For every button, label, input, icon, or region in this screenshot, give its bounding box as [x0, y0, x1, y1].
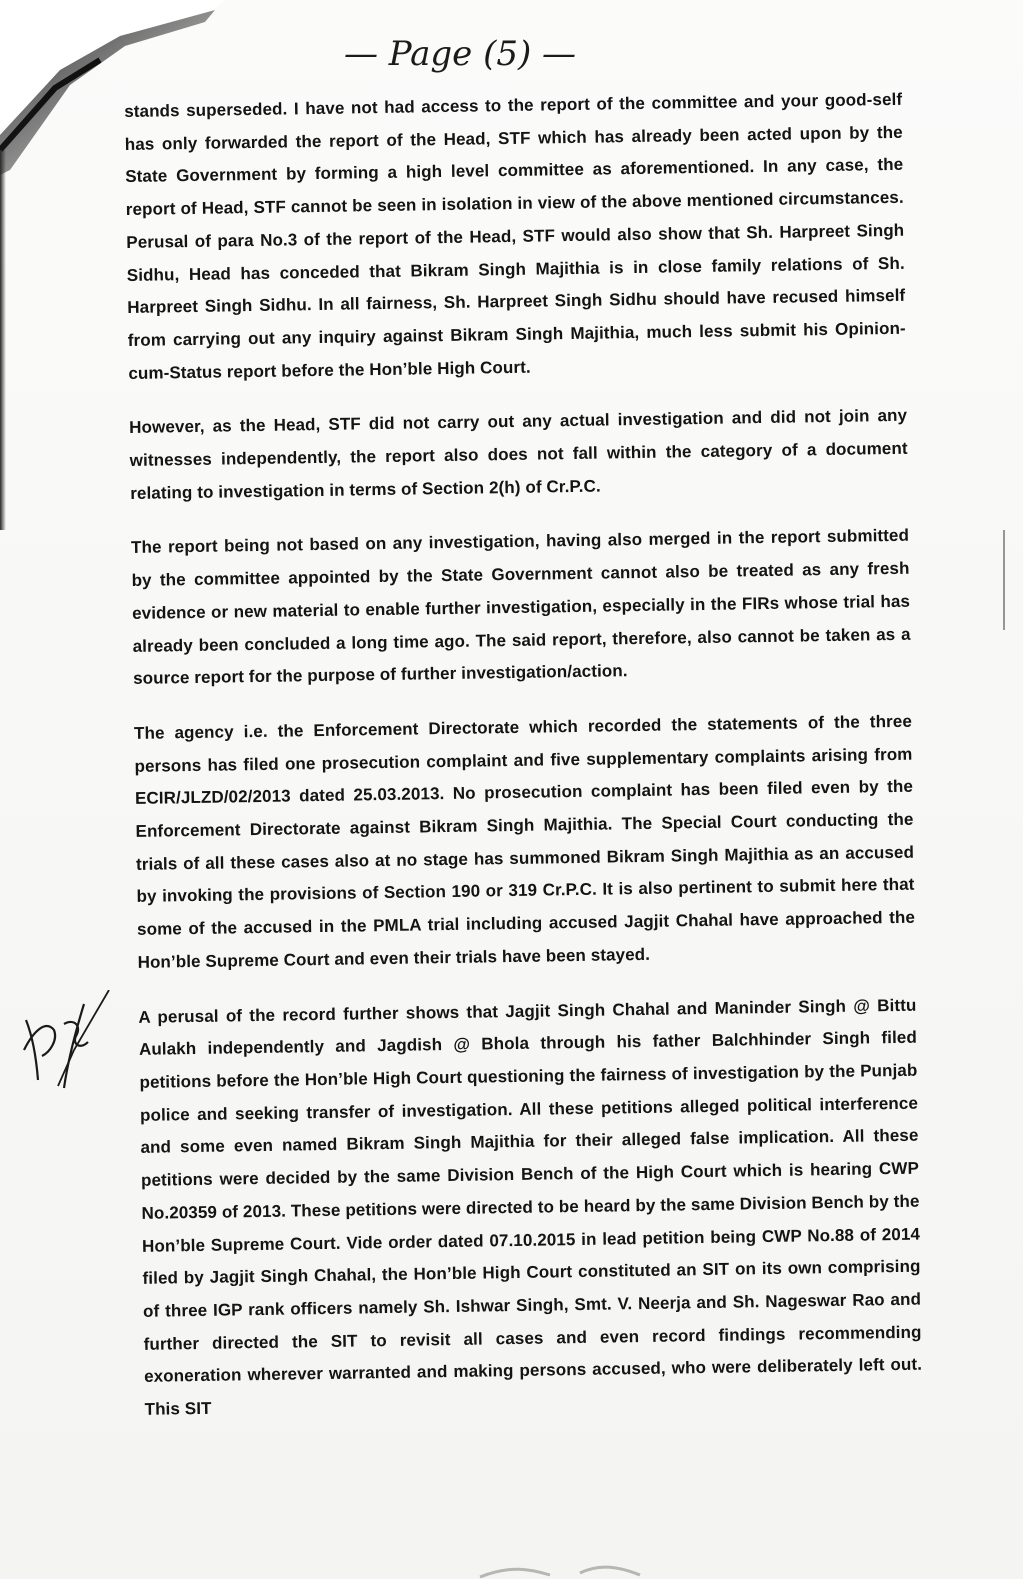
handwritten-initials: [14, 990, 124, 1100]
scan-margin-mark: [1003, 530, 1005, 630]
scan-edge-shadow: [0, 150, 6, 530]
scan-smudge: [470, 1555, 670, 1579]
page-number-header: — Page (5) —: [343, 34, 577, 74]
paragraph-continuation: stands superseded. I have not had access to the report of the committee and your good-self has only forwarded the report of the Head, STF which has already been acted upon by the State Government by forming a high level committee as aforementioned. In any case, the report of Head, STF cannot be seen in isolation in view of the above mentioned circumstances. Perusal of para No.3 of the report of the Head, STF would also show that Sh. Harpreet Singh Sidhu, Head has conceded that Bikram Singh Majithia is in close family relations of Sh. Harpreet Singh Sidhu. In all fairness, Sh. Harpreet Singh Sidhu should have recused himself from carrying out any inquiry against Bikram Singh Majithia, much less submit his Opinion-cum-Status report before the Hon’ble High Court.: [124, 89, 906, 383]
paragraph-report: The report being not based on any investigation, having also merged in the report submitted by the committee appointed by the State Government cannot also be treated as any fresh evidence or new material to enable further investigation, especially in the FIRs whose trial has already been concluded a long time ago. The said report, therefore, also cannot be taken as a source report for the purpose of further investigation/action.: [130, 526, 911, 689]
paragraph-enforcement: The agency i.e. the Enforcement Directorate which recorded the statements of the three persons has filed one prosecution complaint and five supplementary complaints arising from ECIR/JLZD/02/2013 dated 25.03.2013. No prosecution complaint has been filed even by the Enforcement Directorate against Bikram Singh Majithia. The Special Court conducting the trials of all these cases also at no stage has summoned Bikram Singh Majithia as an accused by invoking the provisions of Section 190 or 319 Cr.P.C. It is also pertinent to submit here that some of the accused in the PMLA trial including accused Jagjit Chahal have approached the Hon’ble Supreme Court and even their trials have been stayed.: [133, 711, 916, 972]
document-body: [124, 84, 925, 1536]
paragraph-investigation: However, as the Head, STF did not carry out any actual investigation and did not join any witnesses independently, the report also does not fall within the category of a document relating to investigation in terms of Section 2(h) of Cr.P.C.: [129, 406, 908, 503]
paragraph-record-perusal: A perusal of the record further shows that Jagjit Singh Chahal and Maninder Singh @ Bittu Aulakh independently and Jagdish @ Bhola through his father Balchhinder Singh filed petitions before the Hon’ble High Court questioning the fairness of investigation by the Punjab police and seeking transfer of investigation. All these petitions alleged political interference and some even named Bikram Singh Majithia for their alleged false implication. All these petitions were decided by the same Division Bench of the High Court which is hearing CWP No.20359 of 2013. These petitions were directed to be heard by the same Division Bench by the Hon’ble Supreme Court. Vide order dated 07.10.2015 in lead petition being CWP No.88 of 2014 filed by Jagjit Singh Chahal, the Hon’ble High Court constituted an SIT on its own comprising of three IGP rank officers namely Sh. Ishwar Singh, Smt. V. Neerja and Sh. Nageswar Rao and further directed the SIT to revisit all cases and even record findings recommending exoneration wherever warranted and making persons accused, who were deliberately left out. This SIT: [138, 995, 923, 1419]
